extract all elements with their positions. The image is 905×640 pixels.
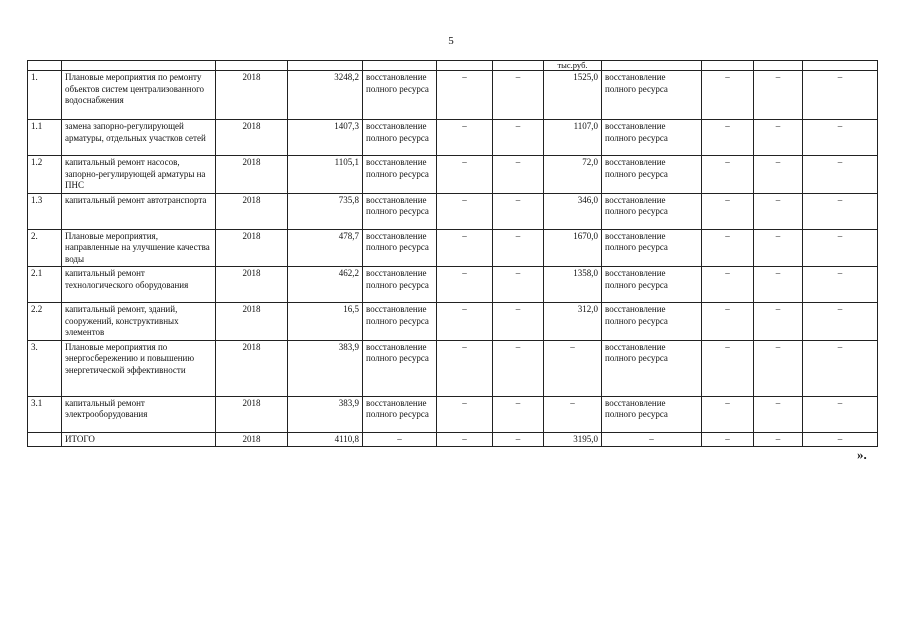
dash-cell: –: [437, 71, 493, 120]
dash-cell: –: [702, 303, 754, 341]
dash-cell: –: [803, 303, 878, 341]
header-cell: [493, 61, 544, 71]
dash-cell: –: [437, 120, 493, 156]
cost-cell: 735,8: [288, 193, 363, 229]
result-cell: восстановление полного ресурса: [602, 229, 702, 267]
amount-cell: 312,0: [544, 303, 602, 341]
dash-cell: –: [702, 193, 754, 229]
amount-cell: 72,0: [544, 156, 602, 194]
row-number: 2.: [28, 229, 62, 267]
dash-cell: –: [602, 432, 702, 447]
dash-cell: –: [493, 156, 544, 194]
amount-cell: 1358,0: [544, 267, 602, 303]
year-cell: 2018: [216, 396, 288, 432]
header-cell: [216, 61, 288, 71]
dash-cell: –: [702, 120, 754, 156]
dash-cell: –: [493, 340, 544, 396]
amount-cell: 346,0: [544, 193, 602, 229]
dash-cell: –: [493, 396, 544, 432]
cost-cell: 16,5: [288, 303, 363, 341]
table-row: [28, 193, 878, 229]
cost-cell: 1105,1: [288, 156, 363, 194]
dash-cell: –: [702, 71, 754, 120]
dash-cell: –: [493, 229, 544, 267]
row-number: [28, 432, 62, 447]
dash-cell: –: [493, 71, 544, 120]
result-cell: восстановление полного ресурса: [602, 340, 702, 396]
cost-cell: 462,2: [288, 267, 363, 303]
page-number: 5: [448, 35, 454, 47]
measures-table: [27, 60, 878, 447]
dash-cell: –: [754, 340, 803, 396]
effect-cell: восстановление полного ресурса: [363, 193, 437, 229]
row-number: 3.: [28, 340, 62, 396]
row-number: 1.2: [28, 156, 62, 194]
effect-cell: восстановление полного ресурса: [363, 229, 437, 267]
row-number: 1.: [28, 71, 62, 120]
result-cell: восстановление полного ресурса: [602, 396, 702, 432]
dash-cell: –: [754, 71, 803, 120]
unit-label: тыс.руб.: [544, 61, 602, 71]
cost-cell: 1407,3: [288, 120, 363, 156]
row-number: 2.1: [28, 267, 62, 303]
dash-cell: –: [363, 432, 437, 447]
measure-name: Плановые мероприятия по энергосбережению и повышению энергетической эффективности: [62, 340, 216, 396]
dash-cell: –: [493, 267, 544, 303]
dash-cell: –: [437, 156, 493, 194]
measure-name: Плановые мероприятия, направленные на улучшение качества воды: [62, 229, 216, 267]
year-cell: 2018: [216, 267, 288, 303]
dash-cell: –: [803, 229, 878, 267]
closing-quote-mark: ».: [857, 447, 867, 462]
dash-cell: –: [754, 303, 803, 341]
measure-name: капитальный ремонт насосов, запорно-регулирующей арматуры на ПНС: [62, 156, 216, 194]
cost-cell: 383,9: [288, 396, 363, 432]
dash-cell: –: [803, 193, 878, 229]
measure-name: Плановые мероприятия по ремонту объектов систем централизованного водоснабжения: [62, 71, 216, 120]
measure-name: капитальный ремонт, зданий, сооружений, конструктивных элементов: [62, 303, 216, 341]
effect-cell: восстановление полного ресурса: [363, 71, 437, 120]
year-cell: 2018: [216, 229, 288, 267]
dash-cell: –: [493, 432, 544, 447]
header-cell: [437, 61, 493, 71]
table-header-row: [28, 61, 878, 71]
dash-cell: –: [493, 120, 544, 156]
dash-cell: –: [437, 229, 493, 267]
amount-cell: 1670,0: [544, 229, 602, 267]
dash-cell: –: [702, 340, 754, 396]
dash-cell: –: [754, 267, 803, 303]
dash-cell: –: [803, 156, 878, 194]
dash-cell: –: [803, 396, 878, 432]
year-cell: 2018: [216, 303, 288, 341]
year-cell: 2018: [216, 156, 288, 194]
dash-cell: –: [754, 396, 803, 432]
measure-name: капитальный ремонт автотранспорта: [62, 193, 216, 229]
header-cell: [754, 61, 803, 71]
total-row: [28, 432, 878, 447]
dash-cell: –: [702, 267, 754, 303]
dash-cell: –: [702, 432, 754, 447]
result-cell: восстановление полного ресурса: [602, 267, 702, 303]
effect-cell: восстановление полного ресурса: [363, 120, 437, 156]
dash-cell: –: [754, 229, 803, 267]
header-cell: [702, 61, 754, 71]
amount-cell: –: [544, 340, 602, 396]
total-amount: 3195,0: [544, 432, 602, 447]
measure-name: капитальный ремонт технологического оборудования: [62, 267, 216, 303]
effect-cell: восстановление полного ресурса: [363, 267, 437, 303]
dash-cell: –: [803, 267, 878, 303]
cost-cell: 3248,2: [288, 71, 363, 120]
effect-cell: восстановление полного ресурса: [363, 396, 437, 432]
dash-cell: –: [754, 432, 803, 447]
header-cell: [28, 61, 62, 71]
dash-cell: –: [702, 396, 754, 432]
year-cell: 2018: [216, 340, 288, 396]
cost-cell: 478,7: [288, 229, 363, 267]
table-row: [28, 229, 878, 267]
cost-cell: 383,9: [288, 340, 363, 396]
table-row: [28, 303, 878, 341]
row-number: 1.1: [28, 120, 62, 156]
dash-cell: –: [803, 120, 878, 156]
table-row: [28, 156, 878, 194]
dash-cell: –: [437, 193, 493, 229]
dash-cell: –: [437, 340, 493, 396]
amount-cell: 1525,0: [544, 71, 602, 120]
effect-cell: восстановление полного ресурса: [363, 303, 437, 341]
table-row: [28, 71, 878, 120]
header-cell: [602, 61, 702, 71]
dash-cell: –: [803, 340, 878, 396]
row-number: 2.2: [28, 303, 62, 341]
total-label: ИТОГО: [62, 432, 216, 447]
year-cell: 2018: [216, 193, 288, 229]
dash-cell: –: [437, 396, 493, 432]
dash-cell: –: [702, 229, 754, 267]
row-number: 3.1: [28, 396, 62, 432]
measure-name: капитальный ремонт электрооборудования: [62, 396, 216, 432]
result-cell: восстановление полного ресурса: [602, 193, 702, 229]
dash-cell: –: [437, 303, 493, 341]
dash-cell: –: [493, 193, 544, 229]
table-row: [28, 267, 878, 303]
dash-cell: –: [754, 120, 803, 156]
measure-name: замена запорно-регулирующей арматуры, отдельных участков сетей: [62, 120, 216, 156]
effect-cell: восстановление полного ресурса: [363, 340, 437, 396]
result-cell: восстановление полного ресурса: [602, 156, 702, 194]
dash-cell: –: [803, 432, 878, 447]
amount-cell: 1107,0: [544, 120, 602, 156]
table-row: [28, 120, 878, 156]
result-cell: восстановление полного ресурса: [602, 303, 702, 341]
row-number: 1.3: [28, 193, 62, 229]
result-cell: восстановление полного ресурса: [602, 120, 702, 156]
amount-cell: –: [544, 396, 602, 432]
effect-cell: восстановление полного ресурса: [363, 156, 437, 194]
dash-cell: –: [437, 267, 493, 303]
year-cell: 2018: [216, 71, 288, 120]
dash-cell: –: [754, 156, 803, 194]
year-cell: 2018: [216, 432, 288, 447]
header-cell: [288, 61, 363, 71]
header-cell: [803, 61, 878, 71]
year-cell: 2018: [216, 120, 288, 156]
dash-cell: –: [437, 432, 493, 447]
table-row: [28, 340, 878, 396]
dash-cell: –: [803, 71, 878, 120]
header-cell: [62, 61, 216, 71]
header-cell: [363, 61, 437, 71]
dash-cell: –: [493, 303, 544, 341]
dash-cell: –: [754, 193, 803, 229]
total-cost: 4110,8: [288, 432, 363, 447]
result-cell: восстановление полного ресурса: [602, 71, 702, 120]
table-row: [28, 396, 878, 432]
dash-cell: –: [702, 156, 754, 194]
